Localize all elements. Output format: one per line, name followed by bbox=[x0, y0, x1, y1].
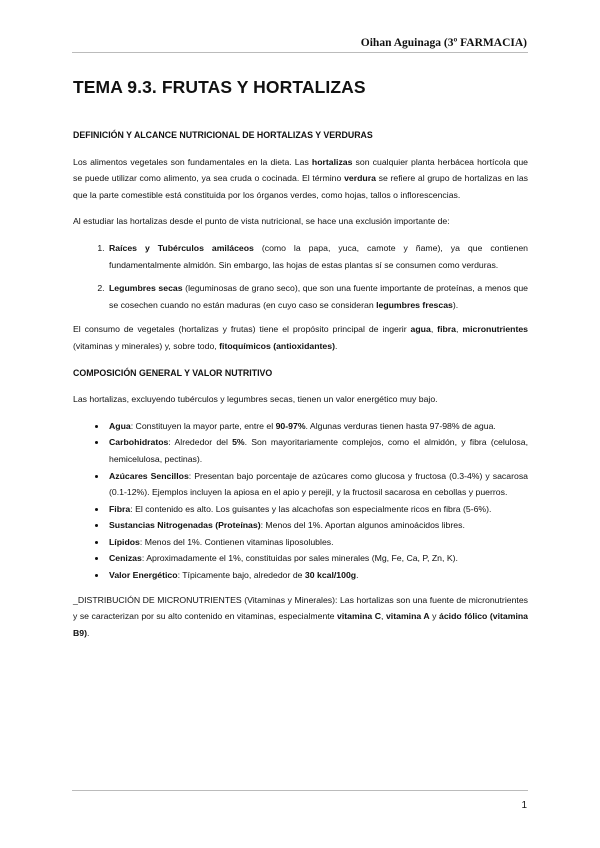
list-item bbox=[107, 567, 528, 584]
list-item bbox=[107, 240, 528, 273]
bold-term: vitamina C bbox=[337, 611, 382, 622]
text: : Alrededor del bbox=[168, 437, 233, 448]
text: , bbox=[430, 324, 438, 335]
section-heading-composition: COMPOSICIÓN GENERAL Y VALOR NUTRITIVO bbox=[73, 367, 273, 378]
text: _DISTRIBUCIÓN DE MICRONUTRIENTES (Vitaminas y Minerales): Las hortalizas son una fuente de micronutrientes y se caracterizan por su alto contenido en vitaminas, especialmente bbox=[73, 594, 528, 622]
text: El consumo de vegetales (hortalizas y frutas) tiene el propósito principal de ingerir bbox=[73, 324, 411, 335]
list-item bbox=[107, 418, 528, 435]
text: : Típicamente bajo, alrededor de bbox=[177, 570, 305, 581]
paragraph-exclusion-intro: Al estudiar las hortalizas desde el punto de vista nutricional, se hace una exclusión importante de: bbox=[73, 216, 450, 227]
composition-list bbox=[73, 418, 528, 584]
text: . Algunas verduras tienen hasta 97-98% de agua. bbox=[305, 420, 496, 431]
paragraph-definition bbox=[73, 154, 528, 204]
text: : Menos del 1%. Contienen vitaminas liposolubles. bbox=[139, 536, 334, 547]
bold-term: fitoquímicos (antioxidantes) bbox=[219, 340, 335, 351]
bullet-label: Carbohidratos bbox=[109, 437, 169, 448]
text: y bbox=[429, 611, 440, 622]
bold-term: 90-97% bbox=[275, 420, 306, 431]
text: , bbox=[456, 324, 463, 335]
paragraph-micronutrients bbox=[73, 592, 528, 642]
list-item bbox=[107, 468, 528, 501]
text: : Aproximadamente el 1%, constituidas por sales minerales (Mg, Fe, Ca, P, Zn, K). bbox=[141, 553, 458, 564]
bold-term: 30 kcal/100g bbox=[304, 570, 357, 581]
footer-divider bbox=[72, 790, 528, 791]
list-item bbox=[107, 517, 528, 534]
text: : Constituyen la mayor parte, entre el bbox=[130, 420, 276, 431]
text: (vitaminas y minerales) y, sobre todo, bbox=[73, 340, 220, 351]
header-author: Oihan Aguinaga (3º FARMACIA) bbox=[360, 37, 527, 49]
bold-term: agua bbox=[410, 324, 431, 335]
bullet-label: Lípidos bbox=[109, 536, 140, 547]
text: . bbox=[334, 340, 338, 351]
bullet-label: Azúcares Sencillos bbox=[109, 470, 189, 481]
bold-term: Legumbres secas bbox=[109, 283, 183, 294]
page-number: 1 bbox=[521, 800, 527, 811]
text: (leguminosas de grano seco), que son una fuente importante de proteínas, a menos que se cosechen cuando no están maduras (en cuyo caso se consideran bbox=[109, 283, 528, 310]
bold-term: legumbres frescas bbox=[376, 299, 453, 310]
list-item bbox=[107, 534, 528, 551]
header-divider bbox=[72, 52, 528, 53]
bullet-label: Sustancias Nitrogenadas (Proteínas) bbox=[109, 520, 261, 531]
text: : Menos del 1%. Aportan algunos aminoácidos libres. bbox=[260, 520, 465, 531]
bullet-label: Valor Energético bbox=[109, 570, 178, 581]
text: se refiere al grupo de hortalizas en las que la parte comestible está constituida por los órganos verdes, como hojas, tallos o inflorescencias. bbox=[73, 173, 528, 200]
list-item bbox=[107, 280, 528, 313]
bold-term: fibra bbox=[437, 324, 456, 335]
bullet-label: Fibra bbox=[109, 503, 131, 514]
paragraph-composition-intro: Las hortalizas, excluyendo tubérculos y legumbres secas, tienen un valor energético muy bajo. bbox=[73, 394, 438, 405]
bold-term: micronutrientes bbox=[462, 324, 529, 335]
bold-term: ácido fólico (vitamina B9) bbox=[73, 611, 529, 638]
paragraph-consumption bbox=[73, 321, 528, 354]
text: . bbox=[87, 627, 90, 638]
section-heading-definition: DEFINICIÓN Y ALCANCE NUTRICIONAL DE HORTALIZAS Y VERDURAS bbox=[73, 130, 373, 140]
text: . Son mayoritariamente complejos, como el almidón, y fibra (celulosa, hemicelulosa, pectinas). bbox=[109, 437, 528, 464]
document-body bbox=[73, 127, 528, 651]
text: son cualquier planta herbácea hortícola que se puede utilizar como alimento, ya sea cruda o cocinada. El término bbox=[73, 156, 528, 184]
list-item bbox=[107, 434, 528, 467]
bold-term: Raíces y Tubérculos amiláceos bbox=[109, 242, 254, 253]
text: : Presentan bajo porcentaje de azúcares como glucosa y fructosa (0.3-4%) y sacarosa (0.1-12%). Ejemplos incluyen la apiosa en el apio y perejil, y la fructosil sacarosa en cebollas y puerros. bbox=[109, 470, 528, 498]
exclusion-list bbox=[73, 240, 528, 313]
text: ). bbox=[452, 299, 459, 310]
list-item bbox=[107, 550, 528, 567]
text: . bbox=[356, 570, 359, 581]
page-title: TEMA 9.3. FRUTAS Y HORTALIZAS bbox=[73, 77, 366, 97]
bullet-label: Cenizas bbox=[109, 553, 142, 564]
bullet-label: Agua bbox=[109, 420, 131, 431]
bold-term: verdura bbox=[344, 173, 376, 184]
text: Los alimentos vegetales son fundamentales en la dieta. Las bbox=[73, 156, 312, 167]
list-item bbox=[107, 501, 528, 518]
bold-term: hortalizas bbox=[311, 156, 353, 167]
text: , bbox=[381, 611, 386, 622]
bold-term: 5% bbox=[232, 437, 245, 448]
bold-term: vitamina A bbox=[385, 611, 430, 622]
text: : El contenido es alto. Los guisantes y las alcachofas son especialmente ricos en fibra (5-6%). bbox=[130, 503, 492, 514]
text: (como la papa, yuca, camote y ñame), ya que contienen fundamentalmente almidón. Sin embargo, las hojas de estas plantas sí se consumen como verduras. bbox=[109, 242, 528, 270]
